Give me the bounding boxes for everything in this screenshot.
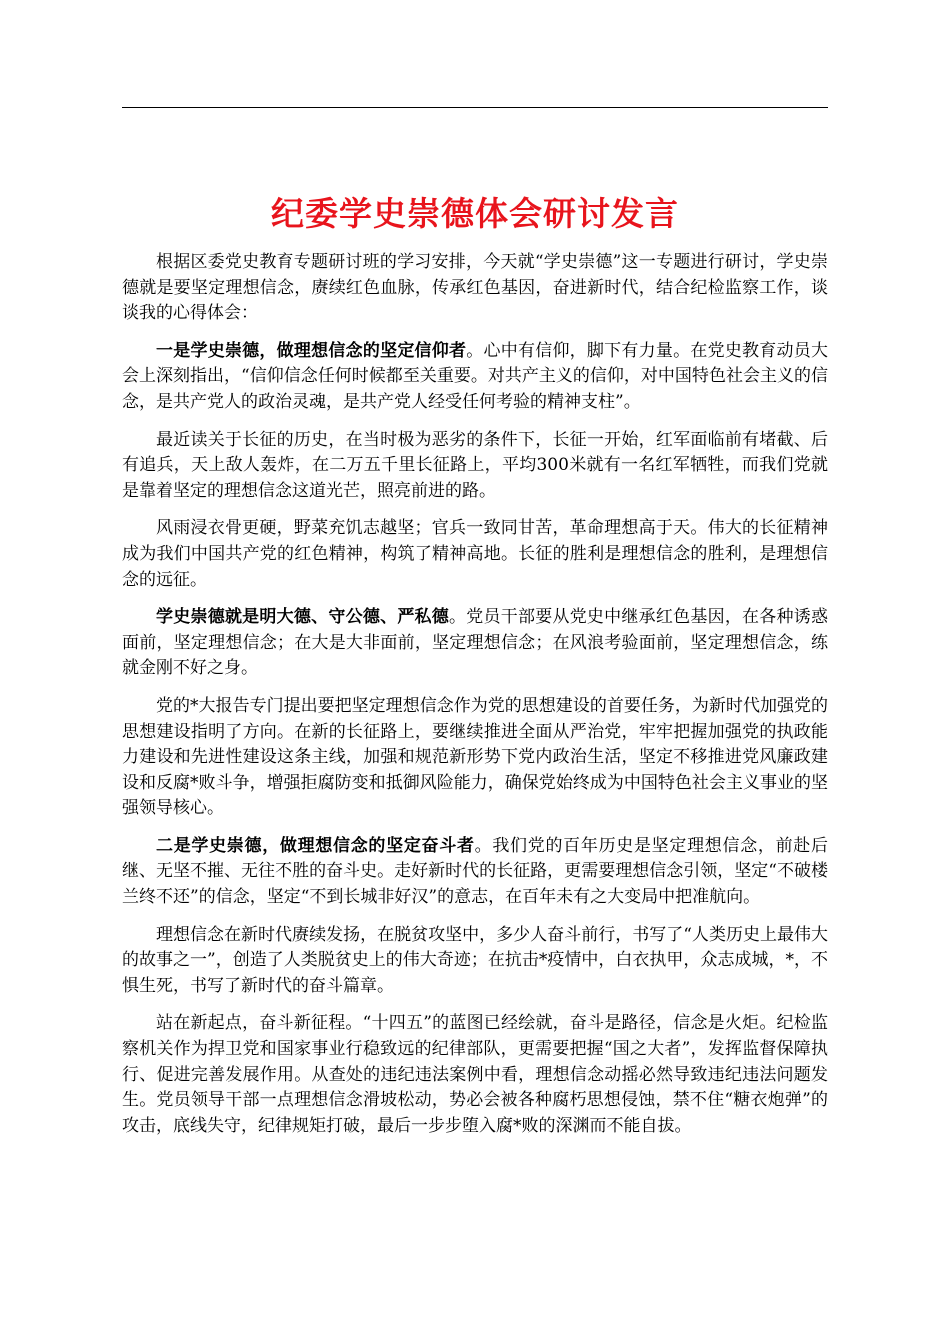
paragraph-text: 根据区委党史教育专题研讨班的学习安排，今天就“学史崇德”这一专题进行研讨，学史崇德就是要坚定理想信念，赓续红色血脉，传承红色基因，奋进新时代，结合纪检监察工作，谈谈我的心得体会：: [122, 252, 828, 324]
paragraph-lead: 二是学史崇德，做理想信念的坚定奋斗者: [156, 835, 475, 856]
paragraph-text: 最近读关于长征的历史，在当时极为恶劣的条件下，长征一开始，红军面临前有堵截、后有追兵，天上敌人轰炸，在二万五千里长征路上，平均300米就有一名红军牺牲，而我们党就是靠着坚定的理想信念这道光芒，照亮前进的路。: [122, 429, 828, 501]
paragraph-text: 风雨浸衣骨更硬，野菜充饥志越坚；官兵一致同甘苦，革命理想高于天。伟大的长征精神成为我们中国共产党的红色精神，构筑了精神高地。长征的胜利是理想信念的胜利，是理想信念的远征。: [122, 518, 828, 590]
paragraph-text: 站在新起点，奋斗新征程。“十四五”的蓝图已经绘就，奋斗是路径，信念是火炬。纪检监察机关作为捍卫党和国家事业行稳致远的纪律部队，更需要把握“国之大者”，发挥监督保障执行、促进完善发展作用。从查处的违纪违法案例中看，理想信念动摇必然导致违纪违法问题发生。党员领导干部一点理想信念滑坡松动，势必会被各种腐朽思想侵蚀，禁不住“糖衣炮弹”的攻击，底线失守，纪律规矩打破，最后一步步堕入腐*败的深渊而不能自拔。: [122, 1013, 828, 1136]
paragraph-2: [122, 339, 828, 416]
paragraph-5: [122, 605, 828, 682]
paragraph-1: [122, 250, 828, 327]
paragraph-lead: 学史崇德就是明大德、守公德、严私德: [156, 607, 450, 628]
paragraph-7: [122, 834, 828, 911]
paragraph-4: [122, 516, 828, 593]
paragraph-3: [122, 428, 828, 505]
document-body: [122, 250, 828, 1151]
paragraph-6: [122, 694, 828, 822]
paragraph-lead: 一是学史崇德，做理想信念的坚定信仰者: [156, 340, 467, 361]
paragraph-9: [122, 1011, 828, 1139]
paragraph-text: 理想信念在新时代赓续发扬，在脱贫攻坚中，多少人奋斗前行，书写了“人类历史上最伟大的故事之一”，创造了人类脱贫史上的伟大奇迹；在抗击*疫情中，白衣执甲，众志成城，*，不惧生死，书写了新时代的奋斗篇章。: [122, 924, 828, 996]
document-title: 纪委学史崇德体会研讨发言: [271, 194, 679, 233]
paragraph-text: 党的*大报告专门提出要把坚定理想信念作为党的思想建设的首要任务，为新时代加强党的思想建设指明了方向。在新的长征路上，要继续推进全面从严治党，牢牢把握加强党的执政能力建设和先进性建设这条主线，加强和规范新形势下党内政治生活，坚定不移推进党风廉政建设和反腐*败斗争，增强拒腐防变和抵御风险能力，确保党始终成为中国特色社会主义事业的坚强领导核心。: [122, 695, 828, 819]
paragraph-text: 。心中有信仰，脚下有力量。在党史教育动员大会上深刻指出，“信仰信念任何时候都至关重要。对共产主义的信仰，对中国特色社会主义的信念，是共产党人的政治灵魂，是共产党人经受任何考验的精神支柱”。: [122, 340, 829, 412]
paragraph-text: 。我们党的百年历史是坚定理想信念，前赴后继、无坚不摧、无往不胜的奋斗史。走好新时代的长征路，更需要理想信念引领，坚定“不破楼兰终不还”的信念，坚定“不到长城非好汉”的意志，在百年未有之大变局中把准航向。: [122, 835, 829, 908]
header-rule: [122, 107, 828, 108]
paragraph-8: [122, 923, 828, 1000]
paragraph-text: 。党员干部要从党史中继承红色基因，在各种诱惑面前，坚定理想信念；在大是大非面前，坚定理想信念；在风浪考验面前，坚定理想信念，练就金刚不好之身。: [122, 607, 829, 679]
